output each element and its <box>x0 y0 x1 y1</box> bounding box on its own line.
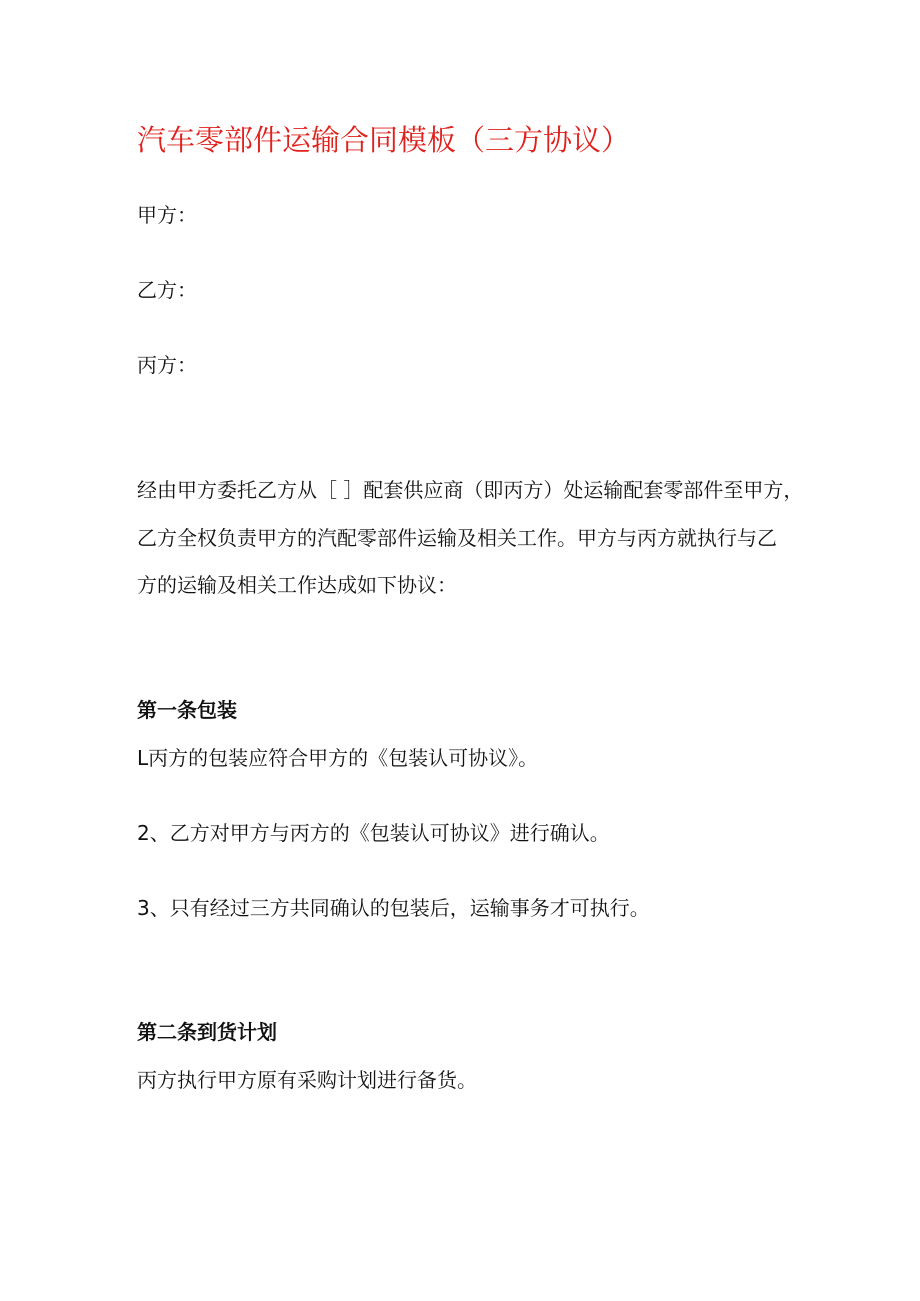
article-2-heading: 第二条到货计划 <box>137 1020 277 1044</box>
party-c-label: 丙方： <box>137 353 197 377</box>
preamble-line-3: 方的运输及相关工作达成如下协议： <box>137 573 457 597</box>
preamble-line-2: 乙方全权负责甲方的汽配零部件运输及相关工作。甲方与丙方就执行与乙 <box>137 526 777 550</box>
article-2-text: 丙方执行甲方原有采购计划进行备货。 <box>137 1068 477 1092</box>
article-1-item-3: 3、只有经过三方共同确认的包装后，运输事务才可执行。 <box>137 896 650 920</box>
article-1-item-2: 2、乙方对甲方与丙方的《包装认可协议》进行确认。 <box>137 821 610 845</box>
preamble-line-1: 经由甲方委托乙方从［ ］配套供应商（即丙方）处运输配套零部件至甲方， <box>137 478 804 502</box>
article-1-heading: 第一条包装 <box>137 698 237 722</box>
party-b-label: 乙方： <box>137 278 197 302</box>
article-1-item-1: L丙方的包装应符合甲方的《包装认可协议》。 <box>137 746 539 770</box>
party-a-label: 甲方： <box>137 203 197 227</box>
document-title: 汽车零部件运输合同模板（三方协议） <box>137 123 631 157</box>
